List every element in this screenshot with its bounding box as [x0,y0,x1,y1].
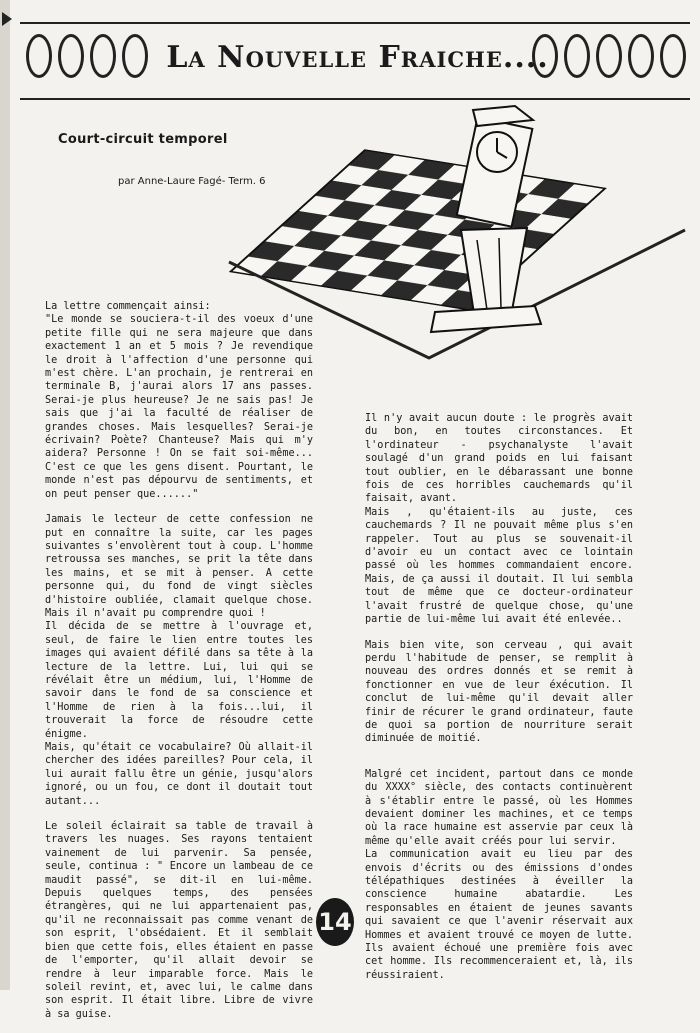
page-number: 14 [316,898,354,946]
decorative-oval [122,34,148,78]
article-column-left [45,300,313,1033]
decorative-oval [564,34,590,78]
decorative-oval [90,34,116,78]
magazine-title: La Nouvelle Fraiche.... [166,40,549,75]
article-paragraph: La lettre commençait ainsi: "Le monde se souciera-t-il des voeux d'une petite fille qui ne sera majeure que dans exactement 1 an et 5 mois ? Je revendique le droit à l'affection d'une personne qui m'est chère. L'an prochain, je rentrerai en terminale B, j'aurai alors 17 ans passes. Serai-je plus heureuse? Je ne sais pas! Je sais que j'ai la faculté de réaliser de grandes choses. Mais lesquelles? Serai-je écrivain? Poète? Chanteuse? Mais qui m'y aidera? Personne ! On se fait soi-même... C'est ce que les gens disent. Pourtant, le monde n'est pas dépourvu de sentiments, et on peut penser que......" [45,301,313,500]
article-column-right [365,412,633,994]
page-edge [0,0,10,990]
decorative-oval [596,34,622,78]
article-paragraph: Il n'y avait aucun doute : le progrès avait du bon, en toutes circonstances. Et l'ordinateur - psychanalyste l'avait soulagé d'un grand poids en lui faisant tout oublier, en le débarassant une bonne fois de ces horribles cauchemards qu'il faisait, avant. Mais , qu'étaient-ils au juste, ces cauchemards ? Il ne pouvait même plus s'en rappeler. Tout au plus se souvenait-il d'avoir eu un contact avec ce lointain passé où les hommes commandaient encore. Mais, de ça aussi il doutait. Il lui sembla tout de même que ce docteur-ordinateur l'avait frustré de quelque chose, qu'une partie de lui-même lui avait été enlevée.. [365,413,633,626]
article-paragraph: Mais bien vite, son cerveau , qui avait perdu l'habitude de penser, se remplit à nouveau des ordres donnés et se remit à fonctionner en vue de leur éxécution. Il conclut de lui-même qu'il devait aller finir de récurer le grand ordinateur, faute de quoi sa portion de nourriture serait diminuée de moitié. [365,639,633,745]
header-ovals-left [26,34,148,78]
article-paragraph: Jamais le lecteur de cette confession ne put en connaître la suite, car les pages suivantes s'envolèrent tout à coup. L'homme retroussa ses manches, se prit la tête dans les mains, et se mit à penser. A cette personne qui, du fond de vingt siècles d'histoire oubliée, clamait quelque chose. Mais il n'avait pu comprendre quoi ! Il décida de se mettre à l'ouvrage et, seul, de faire le lien entre toutes les images qui avaient défilé dans sa tête à la lecture de la lettre. Lui, lui qui se révélait être un médium, lui, l'Homme de savoir dans le fond de sa conscience et l'Homme de rien à la fois...lui, il trouverait la force de résoudre cette énigme. Mais, qu'était ce vocabulaire? Où allait-il chercher des idées pareilles? Pour cela, il lui aurait fallu être un génie, jusqu'alors ignoré, ou un fou, ce dont il doutait tout autant... [45,514,313,807]
decorative-oval [628,34,654,78]
decorative-oval [532,34,558,78]
corner-mark [2,12,12,26]
decorative-oval [58,34,84,78]
header-ovals-right [532,34,686,78]
article-byline: par Anne-Laure Fagé- Term. 6 [118,176,266,187]
decorative-oval [660,34,686,78]
decorative-oval [26,34,52,78]
article-paragraph: Le soleil éclairait sa table de travail à travers les nuages. Ses rayons tentaient vainement de lui parvenir. Sa pensée, seule, continua : " Encore un lambeau de ce maudit passé", se dit-il en lui-même. Depuis quelques temps, des pensées étrangères, qui ne lui appartenaient pas, qu'il ne reconnaissait pas comme venant de son esprit, l'obsédaient. Et il semblait bien que cette fois, elles étaient en passe de l'emporter, qu'il allait devoir se rendre à leur imparable force. Mais le soleil revint, et, avec lui, le calme dans son esprit. Il était libre. Libre de vivre à sa guise. [45,821,313,1020]
article-paragraph: Malgré cet incident, partout dans ce monde du XXXX° siècle, des contacts continuèrent à s'établir entre le passé, où les Hommes devaient dominer les machines, et ce temps où la race humaine est asservie par ceux là même qu'elle avait créés pour lui servir. La communication avait eu lieu par des envois d'écrits ou des émissions d'ondes télépathiques destinées à éveiller la conscience humaine abatardie. Les responsables en étaient de jeunes savants qui savaient ce que l'avenir réservait aux Hommes et avaient trouvé ce moyen de lutte. Ils avaient échoué une première fois avec cet homme. Ils recommenceraient et, là, ils réussiraient. [365,768,633,981]
article-title: Court-circuit temporel [58,132,228,147]
header-rule-top [20,22,690,24]
